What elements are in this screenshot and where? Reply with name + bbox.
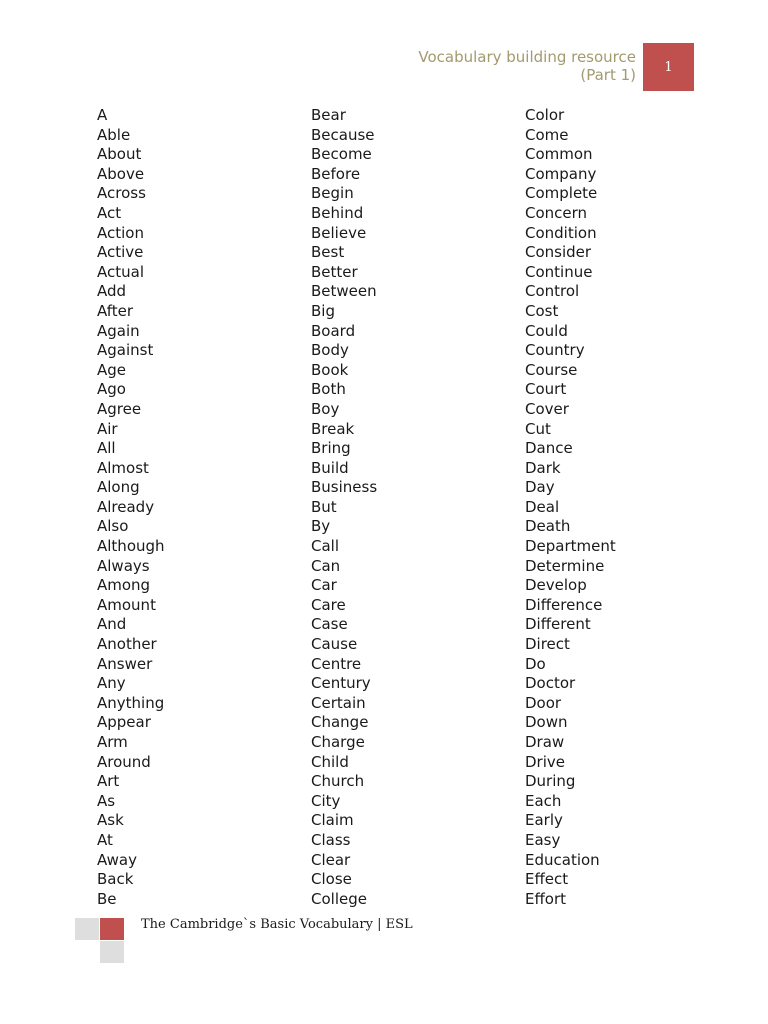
vocabulary-word: Dance [525,439,573,458]
vocabulary-word: Court [525,380,567,399]
vocabulary-word: Both [311,380,346,399]
vocabulary-word: Difference [525,595,603,614]
vocabulary-word: Become [311,145,372,164]
document-header [418,48,636,84]
header-title: Vocabulary building resource [418,48,636,66]
vocabulary-word: Charge [311,733,365,751]
vocabulary-word: Bear [311,106,346,124]
vocabulary-word: Continue [525,262,593,281]
vocabulary-word: Break [311,419,355,438]
vocabulary-word: A [97,106,108,124]
header-subtitle: (Part 1) [580,66,636,84]
vocabulary-word: Call [311,537,340,556]
vocabulary-word: Away [97,850,137,869]
vocabulary-word: Always [97,556,150,575]
vocabulary-word: Cost [525,301,559,320]
vocabulary-word: Century [311,674,371,693]
vocabulary-word: Add [97,282,127,301]
vocabulary-word: After [97,301,134,320]
vocabulary-word: Between [311,282,377,301]
vocabulary-word: Class [311,830,351,849]
vocabulary-word: Day [525,478,555,497]
vocabulary-word: Amount [97,595,156,614]
vocabulary-word: Company [525,164,597,183]
word-column-3 [525,106,616,909]
vocabulary-word: Best [311,243,345,262]
vocabulary-word: Can [311,556,341,575]
vocabulary-word: Change [311,713,369,732]
vocabulary-word: Active [97,243,144,262]
vocabulary-word: Almost [97,458,149,477]
vocabulary-word: Agree [97,399,142,418]
vocabulary-word: Determine [525,556,605,575]
vocabulary-word: Business [311,478,378,497]
vocabulary-word: Consider [525,243,592,262]
vocabulary-word: Back [97,870,134,889]
vocabulary-word: Answer [97,654,153,673]
vocabulary-word: At [97,830,113,849]
vocabulary-word: Effort [525,889,567,908]
vocabulary-word: Dark [525,458,561,477]
vocabulary-word: Air [97,419,118,438]
vocabulary-word: Ask [97,811,124,830]
vocabulary-word: Certain [311,693,366,712]
vocabulary-word: Course [525,360,578,379]
vocabulary-word: Around [97,752,151,771]
vocabulary-word: Actual [97,262,144,281]
vocabulary-word: Case [311,615,348,634]
vocabulary-word: All [97,439,116,458]
footer-decor-grey-square-lower [100,941,124,963]
vocabulary-word: During [525,772,576,791]
vocabulary-word: As [97,791,116,810]
vocabulary-word: Better [311,262,358,281]
vocabulary-word: Against [97,341,154,360]
vocabulary-word: Be [97,889,117,908]
vocabulary-word: Act [97,203,122,222]
vocabulary-word: Because [311,125,375,144]
vocabulary-word: Any [97,674,126,693]
vocabulary-word: About [97,145,142,164]
vocabulary-word: Department [525,537,616,556]
vocabulary-word: Do [525,654,546,673]
vocabulary-word: Drive [525,752,565,771]
vocabulary-word: Above [97,164,145,183]
page-number-box [643,43,694,91]
vocabulary-word: Child [311,752,349,771]
vocabulary-word: Across [97,184,146,203]
vocabulary-word: Direct [525,635,570,654]
vocabulary-word: Appear [97,713,151,732]
vocabulary-word: Although [97,537,165,556]
vocabulary-word: Anything [97,693,165,712]
vocabulary-word: But [311,497,337,516]
vocabulary-word: Cause [311,635,358,654]
vocabulary-word: Cut [525,419,551,438]
vocabulary-word: Deal [525,497,560,516]
vocabulary-word: Begin [311,184,354,203]
vocabulary-word: Already [97,497,155,516]
vocabulary-word: Car [311,576,337,595]
vocabulary-word: Doctor [525,674,576,693]
vocabulary-word: Able [97,125,131,144]
vocabulary-word: Board [311,321,356,340]
vocabulary-word: Art [97,772,120,791]
vocabulary-word: Centre [311,654,362,673]
vocabulary-word: Different [525,615,591,634]
vocabulary-word: Common [525,145,593,164]
vocabulary-word: Behind [311,203,364,222]
vocabulary-word: Build [311,458,349,477]
vocabulary-word: Ago [97,380,126,399]
vocabulary-word: Country [525,341,585,360]
vocabulary-word: Condition [525,223,597,242]
vocabulary-word: Book [311,360,349,379]
vocabulary-word: Complete [525,184,598,203]
vocabulary-word: Down [525,713,568,732]
vocabulary-word: Easy [525,830,561,849]
vocabulary-word: Concern [525,203,588,222]
vocabulary-word: Death [525,517,571,536]
vocabulary-word: Boy [311,399,340,418]
vocabulary-word: Come [525,125,569,144]
word-column-1 [97,106,165,909]
vocabulary-word: Again [97,321,140,340]
vocabulary-word: Could [525,321,568,340]
vocabulary-word: Care [311,595,346,614]
vocabulary-word: Among [97,576,151,595]
vocabulary-word: City [311,791,341,810]
vocabulary-word: Clear [311,850,351,869]
vocabulary-word: Bring [311,439,351,458]
vocabulary-word: Each [525,791,562,810]
vocabulary-word: Church [311,772,365,791]
vocabulary-word: And [97,615,127,634]
vocabulary-word: Claim [311,811,354,830]
vocabulary-word: Cover [525,399,569,418]
footer-decor-red-square [100,918,124,940]
vocabulary-word: Along [97,478,140,497]
vocabulary-word: Close [311,870,352,889]
vocabulary-word: Door [525,693,562,712]
vocabulary-word: Believe [311,223,367,242]
vocabulary-word: Body [311,341,349,360]
vocabulary-word: Big [311,301,335,320]
footer-text: The Cambridge`s Basic Vocabulary | ESL [141,917,413,932]
vocabulary-word: Action [97,223,144,242]
footer-decor-grey-square [75,918,99,940]
vocabulary-word: Also [97,517,129,536]
vocabulary-word: College [311,889,367,908]
vocabulary-word: Arm [97,733,128,751]
vocabulary-word: Develop [525,576,587,595]
vocabulary-word: Effect [525,870,569,889]
vocabulary-word: By [311,517,331,536]
page-number: 1 [664,59,673,75]
vocabulary-word: Another [97,635,157,654]
vocabulary-word: Early [525,811,563,830]
vocabulary-word: Control [525,282,580,301]
vocabulary-word: Draw [525,733,565,751]
vocabulary-word: Education [525,850,600,869]
vocabulary-word: Before [311,164,361,183]
word-column-2 [311,106,377,909]
vocabulary-word: Age [97,360,127,379]
vocabulary-word: Color [525,106,565,124]
